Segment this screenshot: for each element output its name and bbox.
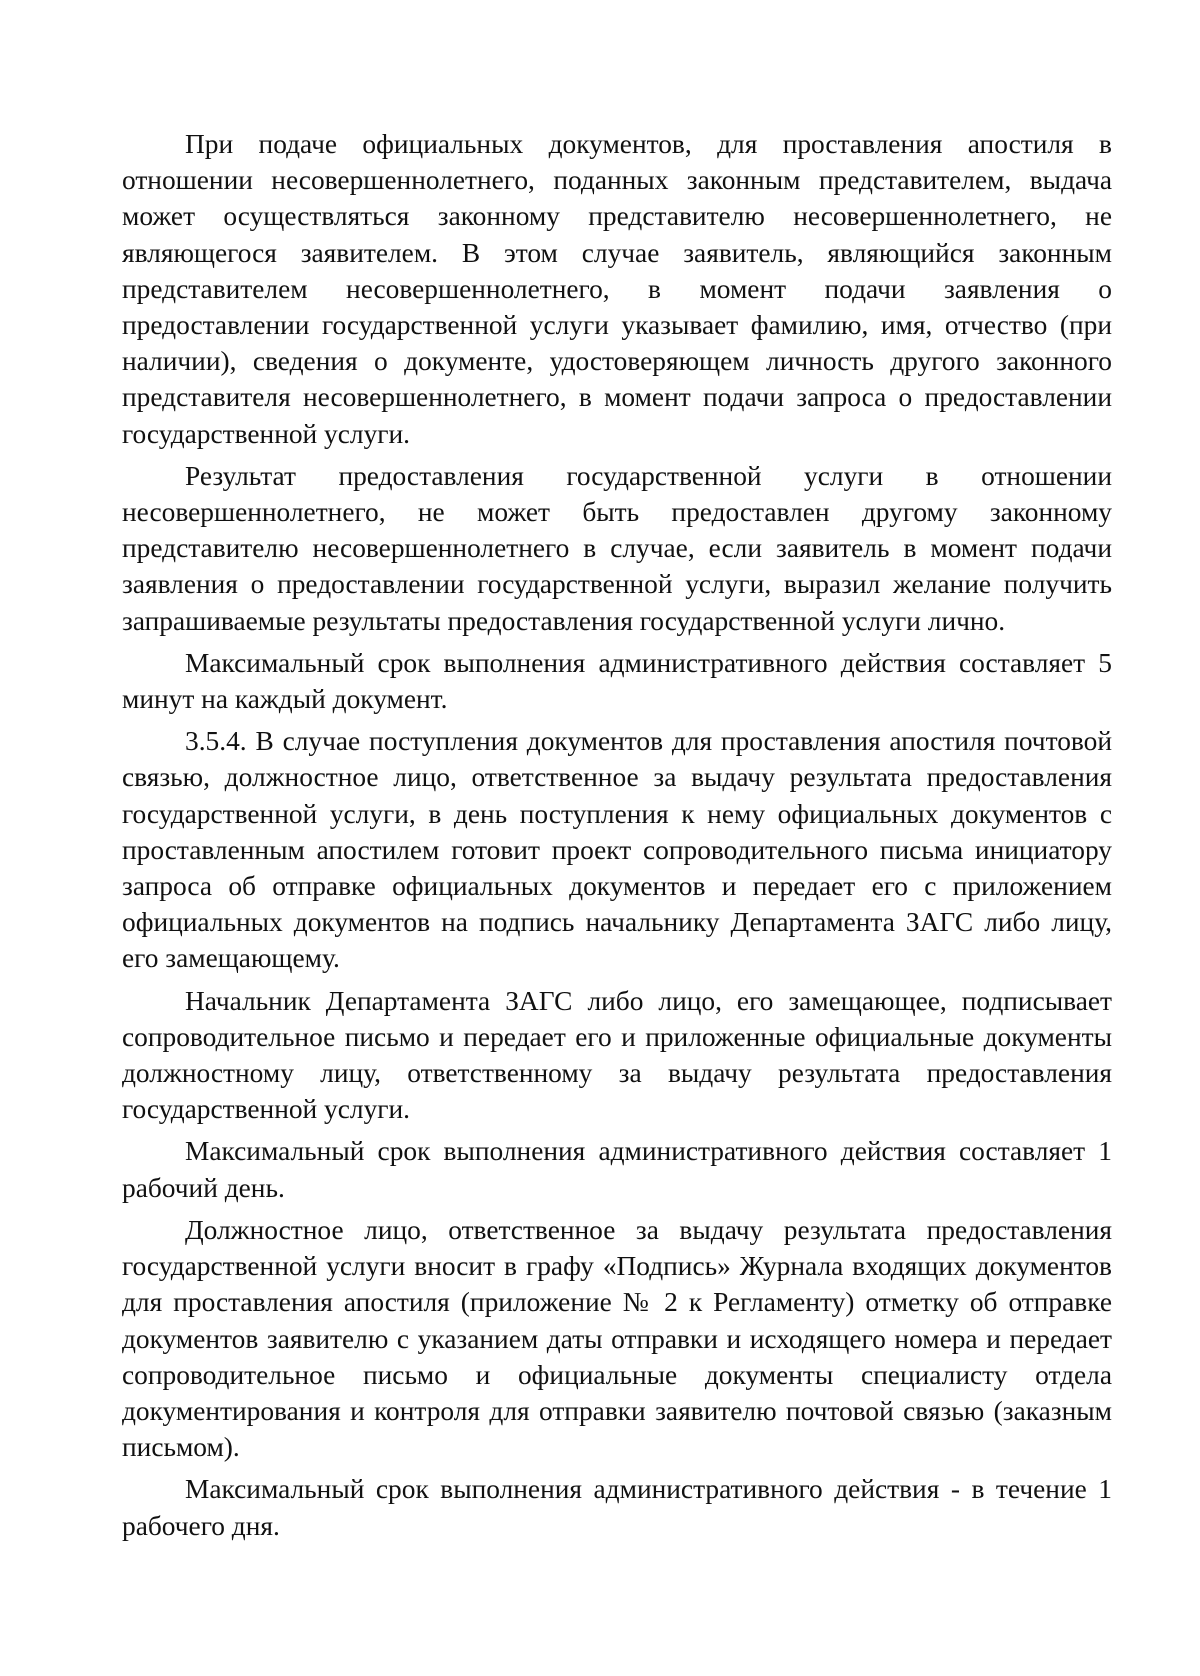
paragraph-journal-entry: Должностное лицо, ответственное за выдачу результата предоставления государственной услуги вносит в графу «Подпись» Журнала входящих документов для проставления апостиля (приложение № 2 к Регламенту) отметку об отправке документов заявителю с указанием даты отправки и исходящего номера и передает сопроводительное письмо и официальные документы специалисту отдела документирования и контроля для отправки заявителю почтовой связью (заказным письмом). <box>122 1214 1112 1463</box>
document-page <box>122 126 1112 1550</box>
paragraph-section-3-5-4: 3.5.4. В случае поступления документов для проставления апостиля почтовой связью, должностное лицо, ответственное за выдачу результата предоставления государственной услуги, в день поступления к нему официальных документов с проставленным апостилем готовит проект сопроводительного письма инициатору запроса об отправке официальных документов и передает его с приложением официальных документов на подпись начальнику Департамента ЗАГС либо лицу, его замещающему. <box>122 726 1112 974</box>
paragraph-max-time-within-1-day: Максимальный срок выполнения административного действия - в течение 1 рабочего дня. <box>122 1474 1112 1541</box>
paragraph-head-signs-letter: Начальник Департамента ЗАГС либо лицо, его замещающее, подписывает сопроводительное письмо и передает его и приложенные официальные документы должностному лицу, ответственному за выдачу результата предоставления государственной услуги. <box>122 985 1112 1125</box>
paragraph-max-time-5-minutes: Максимальный срок выполнения административного действия составляет 5 минут на каждый документ. <box>122 647 1112 715</box>
paragraph-minor-documents-issuance: При подаче официальных документов, для проставления апостиля в отношении несовершеннолетнего, поданных законным представителем, выдача может осуществляться законному представителю несовершеннолетнего, не являющегося заявителем. В этом случае заявитель, являющийся законным представителем несовершеннолетнего, в момент подачи заявления о предоставлении государственной услуги указывает фамилию, имя, отчество (при наличии), сведения о документе, удостоверяющем личность другого законного представителя несовершеннолетнего, в момент подачи запроса о предоставлении государственной услуги. <box>122 129 1112 449</box>
paragraph-max-time-1-day: Максимальный срок выполнения административного действия составляет 1 рабочий день. <box>122 1136 1112 1203</box>
paragraph-result-not-provided: Результат предоставления государственной услуги в отношении несовершеннолетнего, не может быть предоставлен другому законному представителю несовершеннолетнего в случае, если заявитель в момент подачи заявления о предоставлении государственной услуги, выразил желание получить запрашиваемые результаты предоставления государственной услуги лично. <box>122 460 1112 636</box>
